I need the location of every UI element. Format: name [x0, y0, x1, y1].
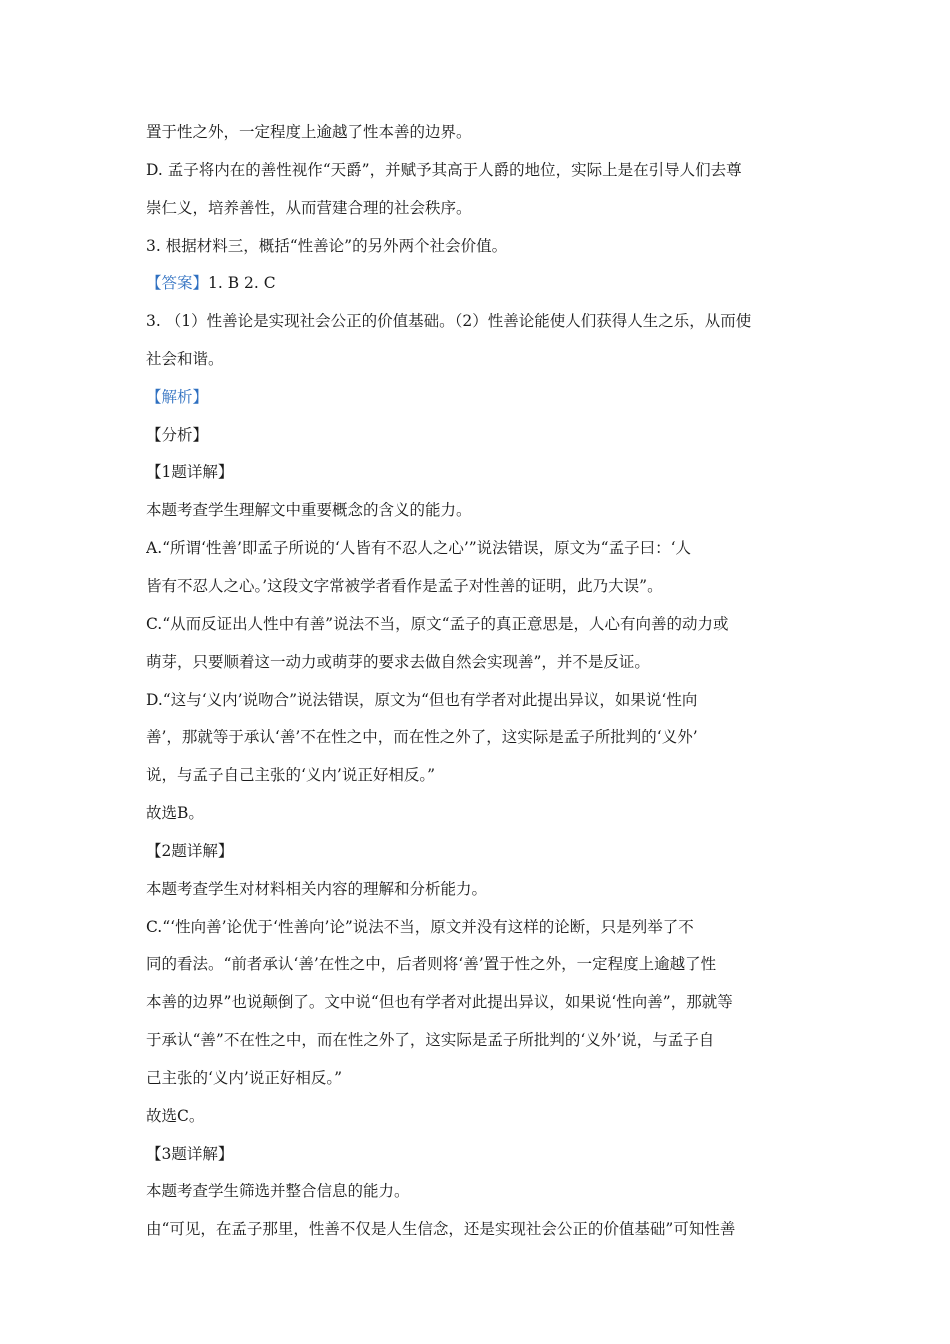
text-line: 同的看法。“前者承认‘善’在性之中，后者则将‘善’置于性之外，一定程度上逾越了性	[146, 955, 717, 973]
text-line: D.“这与‘义内’说吻合”说法错误，原文为“但也有学者对此提出异议，如果说‘性向	[146, 691, 698, 709]
text-line: 本题考查学生筛选并整合信息的能力。	[146, 1182, 410, 1200]
section-heading: 【3题详解】	[146, 1145, 234, 1163]
section-heading: 【2题详解】	[146, 842, 234, 860]
section-heading: 【1题详解】	[146, 463, 234, 481]
section-heading: 【分析】	[146, 426, 209, 444]
analysis-tag: 【解析】	[146, 388, 209, 406]
text-line: D. 孟子将内在的善性视作“天爵”，并赋予其高于人爵的地位，实际上是在引导人们去尊	[146, 161, 742, 179]
text-line: 崇仁义，培养善性，从而营建合理的社会秩序。	[146, 199, 472, 217]
text-line: 己主张的‘义内’说正好相反。”	[146, 1069, 343, 1087]
text-line: 善’，那就等于承认‘善’不在性之中，而在性之外了，这实际是孟子所批判的‘义外’	[146, 728, 698, 746]
text-line: 萌芽，只要顺着这一动力或萌芽的要求去做自然会实现善”，并不是反证。	[146, 653, 650, 671]
text-line: A.“所谓‘性善’即孟子所说的‘人皆有不忍人之心’”说法错误，原文为“孟子曰：‘人	[146, 539, 692, 557]
answer-text: 1. B 2. C	[208, 274, 276, 292]
text-line: 故选C。	[146, 1107, 205, 1125]
text-line: C.“从而反证出人性中有善”说法不当，原文“孟子的真正意思是，人心有向善的动力或	[146, 615, 729, 633]
text-line: 本题考查学生对材料相关内容的理解和分析能力。	[146, 880, 488, 898]
text-line: 皆有不忍人之心。’这段文字常被学者看作是孟子对性善的证明，此乃大误”。	[146, 577, 663, 595]
text-line: 故选B。	[146, 804, 204, 822]
text-line: 于承认“善”不在性之中，而在性之外了，这实际是孟子所批判的‘义外’说，与孟子自	[146, 1031, 715, 1049]
answer-3-line: 3. （1）性善论是实现社会公正的价值基础。（2）性善论能使人们获得人生之乐，从而使	[146, 312, 752, 330]
text-line: 社会和谐。	[146, 350, 224, 368]
text-line: C.“‘性向善’论优于‘性善向’论”说法不当，原文并没有这样的论断，只是列举了不	[146, 918, 694, 936]
question-3: 3. 根据材料三，概括“性善论”的另外两个社会价值。	[146, 237, 508, 255]
text-line: 本题考查学生理解文中重要概念的含义的能力。	[146, 501, 472, 519]
text-line: 本善的边界”也说颠倒了。文中说“但也有学者对此提出异议，如果说‘性向善”，那就等	[146, 993, 733, 1011]
answer-line	[146, 272, 816, 294]
text-line: 置于性之外，一定程度上逾越了性本善的边界。	[146, 123, 472, 141]
text-line: 说，与孟子自己主张的‘义内’说正好相反。”	[146, 766, 436, 784]
answer-tag: 【答案】	[146, 274, 209, 292]
text-line: 由“可见，在孟子那里，性善不仅是人生信念，还是实现社会公正的价值基础”可知性善	[146, 1220, 736, 1238]
